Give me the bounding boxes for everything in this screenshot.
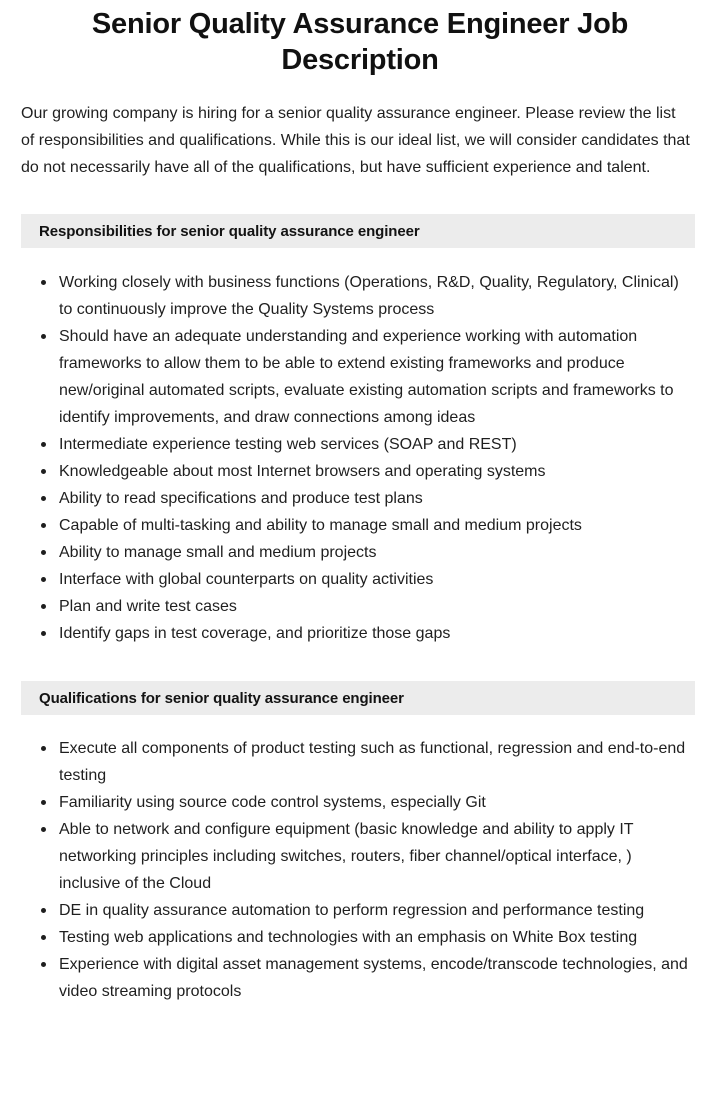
list-item: [0, 951, 692, 1005]
bullet-icon: [41, 746, 46, 751]
list-item: [0, 485, 692, 512]
list-item: [0, 816, 692, 897]
bullet-icon: [41, 604, 46, 609]
bullet-icon: [41, 577, 46, 582]
section-heading-text: Qualifications for senior quality assurance engineer: [39, 689, 404, 707]
list-item-text: Testing web applications and technologies with an emphasis on White Box testing: [59, 929, 638, 946]
intro-paragraph: Our growing company is hiring for a senior quality assurance engineer. Please review the list of responsibilities and qualifications. While this is our ideal list, we will consider candidates that do not necessarily have all of the qualifications, but have sufficient experience and talent.: [21, 105, 690, 176]
list-item-text: Execute all components of product testing such as functional, regression and end-to-end testing: [59, 740, 686, 784]
list-item: [0, 431, 692, 458]
page-bottom-spacer: [0, 1005, 720, 1027]
list-item: [0, 512, 692, 539]
section-header-responsibilities: [21, 214, 695, 248]
list-item-text: Able to network and configure equipment (basic knowledge and ability to apply IT networking principles including switches, routers, fiber channel/optical interface, ) inclusive of the Cloud: [59, 821, 634, 892]
bullet-icon: [41, 908, 46, 913]
list-item-text: Interface with global counterparts on quality activities: [59, 571, 434, 588]
list-item-text: Knowledgeable about most Internet browsers and operating systems: [59, 463, 546, 480]
list-item-text: Ability to manage small and medium projects: [59, 544, 377, 561]
bullet-icon: [41, 827, 46, 832]
responsibilities-list: [0, 248, 720, 647]
bullet-icon: [41, 280, 46, 285]
bullet-icon: [41, 334, 46, 339]
list-item-text: Should have an adequate understanding and experience working with automation frameworks to allow them to be able to extend existing frameworks and produce new/original automated scripts, evaluate existing automation scripts and frameworks to identify improvements, and draw connections among ideas: [59, 328, 674, 426]
list-item-text: DE in quality assurance automation to perform regression and performance testing: [59, 902, 645, 919]
list-item-text: Ability to read specifications and produce test plans: [59, 490, 423, 507]
list-item: [0, 458, 692, 485]
list-item: [0, 620, 692, 647]
page-title: Senior Quality Assurance Engineer Job Description: [91, 8, 629, 76]
list-item-text: Plan and write test cases: [59, 598, 237, 615]
bullet-icon: [41, 550, 46, 555]
bullet-icon: [41, 442, 46, 447]
section-heading-text: Responsibilities for senior quality assurance engineer: [39, 222, 420, 240]
section-header-qualifications: [21, 681, 695, 715]
list-item: [0, 539, 692, 566]
list-item: [0, 269, 692, 323]
bullet-icon: [41, 469, 46, 474]
section-qualifications: [0, 681, 720, 1005]
bullet-icon: [41, 496, 46, 501]
list-item: [0, 789, 692, 816]
list-item: [0, 924, 692, 951]
list-item: [0, 566, 692, 593]
section-responsibilities: [0, 214, 720, 647]
list-item-text: Experience with digital asset management systems, encode/transcode technologies, and video streaming protocols: [59, 956, 688, 1000]
list-item: [0, 897, 692, 924]
bullet-icon: [41, 523, 46, 528]
bullet-icon: [41, 935, 46, 940]
list-item-text: Intermediate experience testing web services (SOAP and REST): [59, 436, 517, 453]
list-item-text: Working closely with business functions (Operations, R&D, Quality, Regulatory, Clinical) to continuously improve the Quality Systems process: [59, 274, 679, 318]
qualifications-list: [0, 715, 720, 1005]
bullet-icon: [41, 962, 46, 967]
list-item: [0, 323, 692, 431]
bullet-icon: [41, 800, 46, 805]
bullet-icon: [41, 631, 46, 636]
list-item-text: Familiarity using source code control systems, especially Git: [59, 794, 486, 811]
list-item: [0, 593, 692, 620]
list-item: [0, 735, 692, 789]
list-item-text: Capable of multi-tasking and ability to manage small and medium projects: [59, 517, 582, 534]
list-item-text: Identify gaps in test coverage, and prioritize those gaps: [59, 625, 451, 642]
